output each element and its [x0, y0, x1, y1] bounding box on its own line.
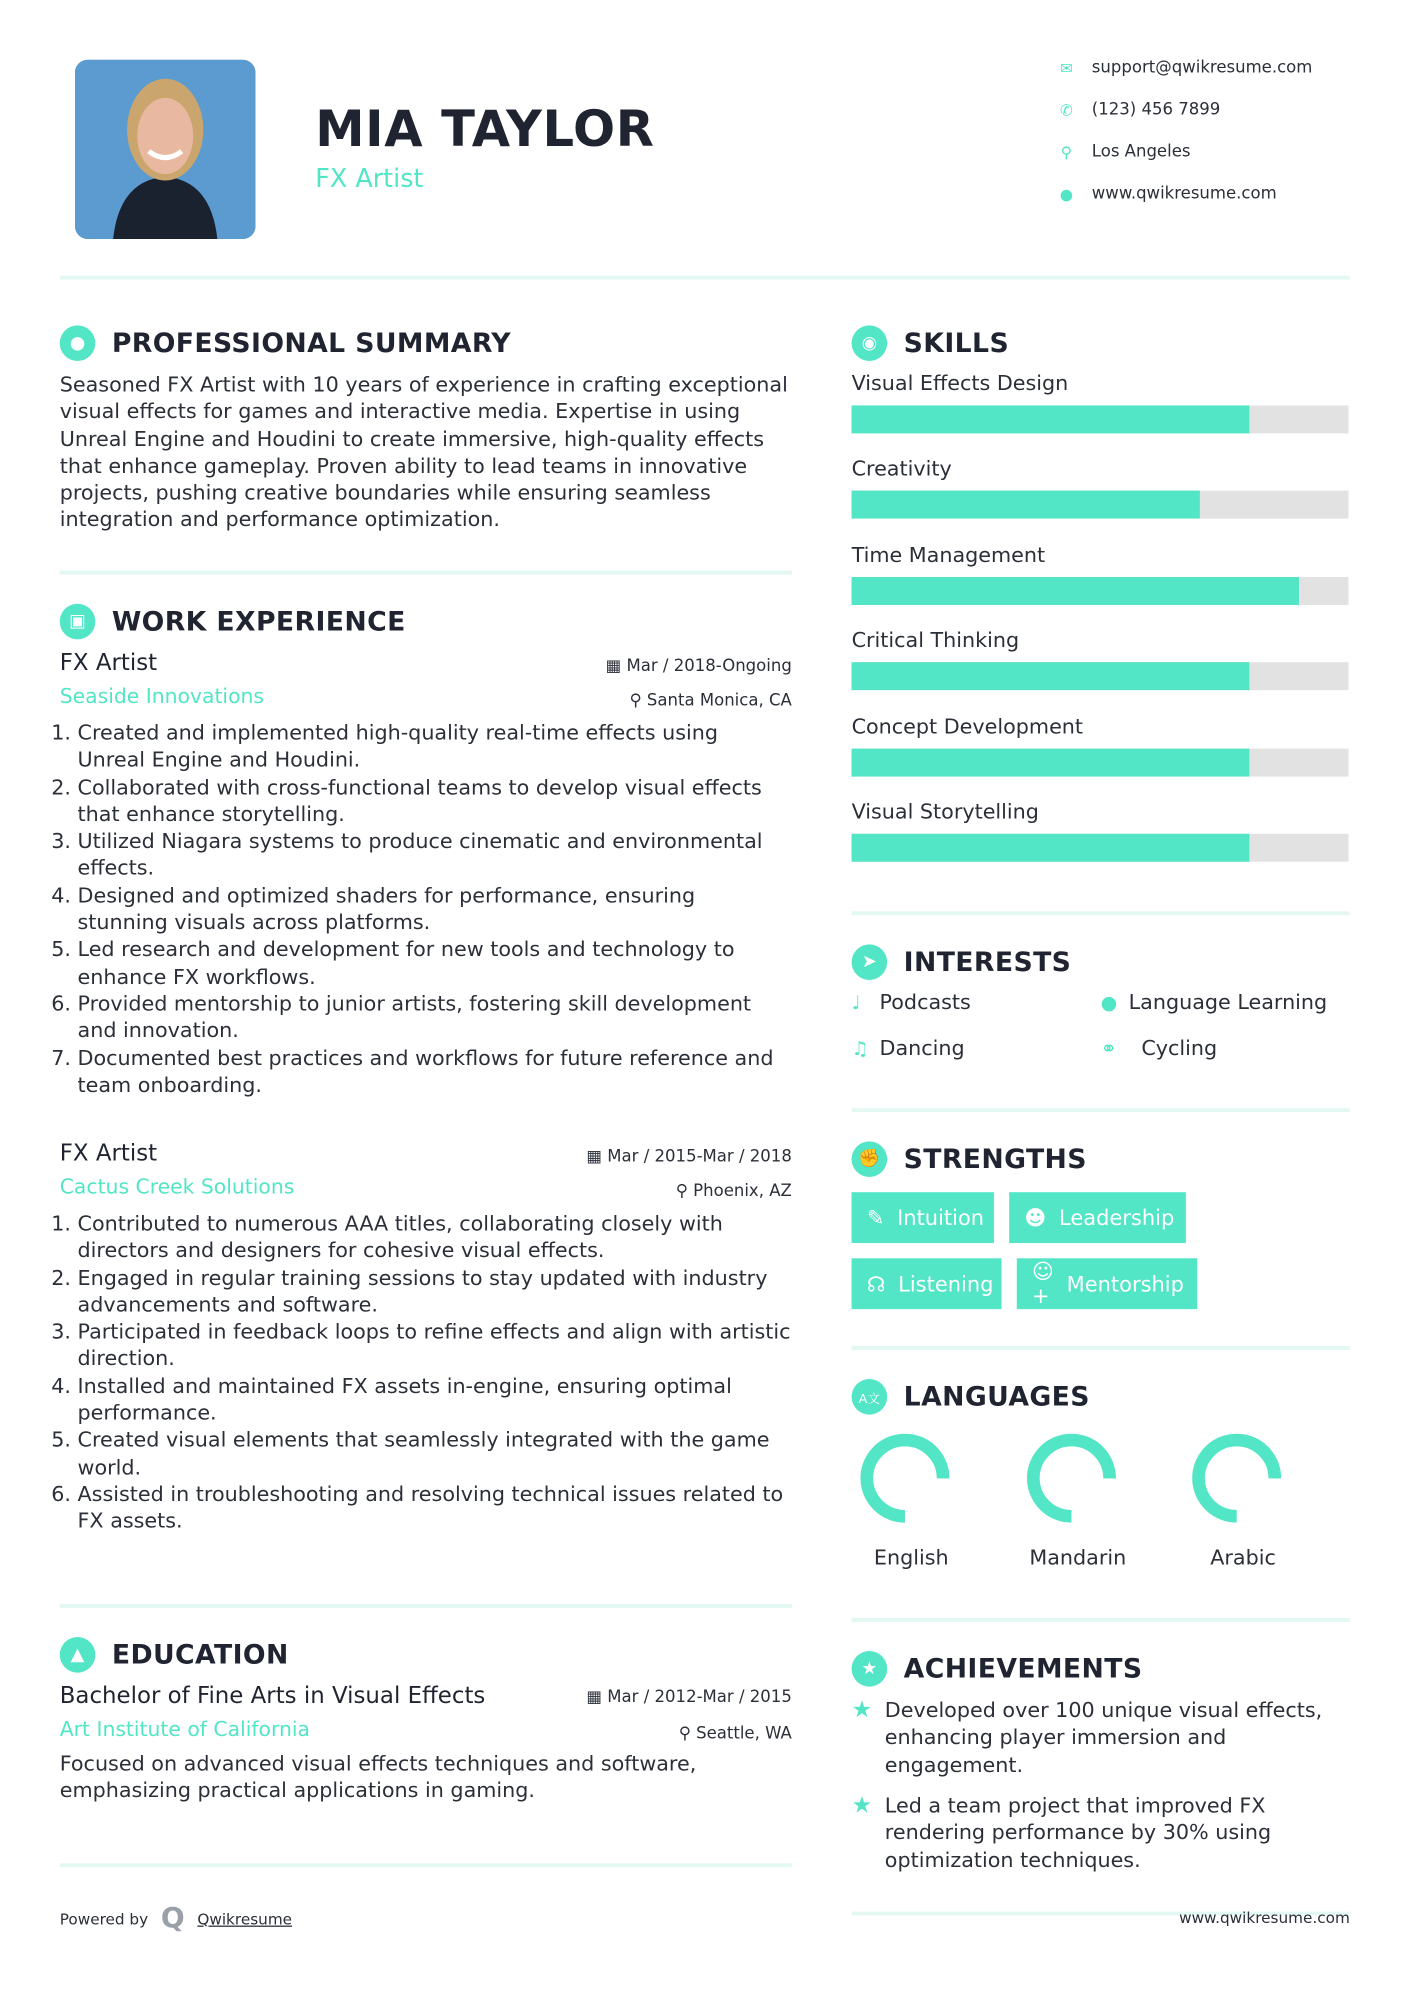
section-divider: [852, 911, 1350, 915]
list-item: 1. Created and implemented high-quality real-time effects using Unreal Engine and Houdini.: [78, 719, 792, 773]
interest-label: Cycling: [1141, 1035, 1218, 1061]
language-label: Mandarin: [1029, 1545, 1127, 1570]
contact-text: support@qwikresume.com: [1091, 58, 1313, 78]
skills-heading: [852, 325, 1009, 361]
job-duties: [60, 1210, 792, 1535]
map-pin-icon: ⚲: [1060, 142, 1072, 161]
achievements-heading: [852, 1651, 1143, 1687]
phone-icon: ✆: [1059, 101, 1073, 119]
section-title: PROFESSIONAL SUMMARY: [111, 327, 512, 359]
powered-by: [60, 1903, 292, 1935]
job-title: FX Artist: [59, 1140, 158, 1167]
skill-item: [852, 714, 1350, 800]
skills-list: [852, 371, 1350, 885]
language-rings: [852, 1424, 1350, 1538]
strength-tag-listening: [852, 1258, 1002, 1309]
magic-wand-icon: ✎: [866, 1205, 885, 1230]
user-icon: ●: [60, 325, 96, 361]
skill-item: [852, 457, 1350, 543]
contact-text: Los Angeles: [1091, 142, 1191, 162]
globe-icon: ●: [1100, 990, 1118, 1014]
education-entry: [60, 1683, 792, 1804]
skill-bar: [852, 748, 1349, 776]
education-date: ▦ Mar / 2012-Mar / 2015: [586, 1687, 792, 1707]
skill-bar: [852, 491, 1349, 519]
interest-dancing: [852, 1036, 965, 1060]
section-title: ACHIEVEMENTS: [903, 1653, 1143, 1685]
summary-heading: [60, 325, 511, 361]
briefcase-icon: ▣: [60, 604, 96, 640]
skill-item: [852, 628, 1350, 714]
user-plus-icon: ☺+: [1032, 1259, 1054, 1308]
strength-tag-leadership: [1009, 1192, 1186, 1243]
contact-phone[interactable]: [1057, 100, 1220, 119]
skill-label: Visual Effects Design: [851, 371, 1069, 396]
skill-label: Creativity: [851, 456, 952, 481]
section-title: LANGUAGES: [903, 1381, 1090, 1413]
contact-text: (123) 456 7899: [1091, 100, 1221, 120]
tag-label: Intuition: [897, 1205, 985, 1230]
language-level-ring: [867, 1440, 943, 1516]
interest-podcasts: [852, 990, 971, 1014]
qwikresume-logo-icon: Q: [160, 1902, 185, 1935]
contact-email[interactable]: [1057, 58, 1312, 77]
experience-heading: [60, 604, 406, 640]
lightbulb-icon: ◉: [852, 325, 888, 361]
job-date: ▦ Mar / 2015-Mar / 2018: [586, 1147, 792, 1167]
skill-label: Critical Thinking: [851, 628, 1020, 653]
section-divider: [60, 571, 792, 575]
location-text: Santa Monica, CA: [646, 691, 792, 711]
achievement-text: Developed over 100 unique visual effects, enhancing player immersion and engagement.: [884, 1698, 1323, 1777]
powered-by-label: Powered by: [59, 1909, 149, 1928]
profile-photo: [75, 60, 255, 239]
list-item: 3. Utilized Niagara systems to produce cinematic and environmental effects.: [78, 828, 792, 882]
job-location: ⚲ Santa Monica, CA: [629, 691, 792, 711]
globe-icon: ●: [1059, 184, 1074, 203]
section-divider: [852, 1108, 1350, 1112]
tag-label: Leadership: [1059, 1205, 1175, 1230]
list-item: 7. Documented best practices and workflows for future reference and team onboarding.: [78, 1044, 792, 1098]
list-item: 4. Designed and optimized shaders for performance, ensuring stunning visuals across platforms.: [78, 882, 792, 936]
paper-plane-icon: ➤: [852, 944, 888, 980]
section-divider: [60, 1863, 792, 1867]
interest-label: Podcasts: [879, 990, 971, 1015]
bicycle-icon: ⚭: [1100, 1036, 1117, 1060]
skill-bar: [852, 405, 1349, 433]
microphone-icon: ♩: [851, 990, 861, 1014]
language-label: Arabic: [1210, 1545, 1276, 1570]
achievement-text: Led a team project that improved FX rendering performance by 30% using optimization techniques.: [884, 1793, 1272, 1872]
qwikresume-link[interactable]: Qwikresume: [197, 1909, 293, 1928]
interest-cycling: [1101, 1036, 1217, 1060]
skill-bar: [852, 662, 1349, 690]
job-entry: [60, 649, 792, 1098]
date-text: Mar / 2018-Ongoing: [626, 657, 792, 677]
music-icon: ♫: [851, 1036, 869, 1060]
school-name: Art Institute of California: [59, 1717, 311, 1742]
education-heading: [60, 1637, 289, 1673]
footer-website-link[interactable]: www.qwikresume.com: [1179, 1909, 1350, 1927]
list-item: 1. Contributed to numerous AAA titles, collaborating closely with directors and designers for cohesive visual effects.: [78, 1210, 792, 1264]
star-icon: ★: [851, 1696, 873, 1724]
strength-tag-mentorship: [1017, 1258, 1197, 1309]
interests-heading: [852, 944, 1072, 980]
degree-title: Bachelor of Fine Arts in Visual Effects: [59, 1682, 486, 1710]
headphones-icon: ☊: [866, 1271, 886, 1296]
list-item: 6. Assisted in troubleshooting and resolving technical issues related to FX assets.: [78, 1481, 792, 1535]
date-text: Mar / 2015-Mar / 2018: [607, 1147, 792, 1167]
section-title: EDUCATION: [111, 1639, 289, 1671]
interest-label: Dancing: [879, 1035, 965, 1061]
job-title: FX Artist: [59, 649, 158, 677]
list-item: 5. Led research and development for new tools and technology to enhance FX workflows.: [78, 936, 792, 990]
list-item: 5. Created visual elements that seamlessly integrated with the game world.: [78, 1427, 792, 1481]
section-divider: [852, 1346, 1350, 1350]
achievement-item: [852, 1697, 1350, 1778]
job-entry: [60, 1140, 792, 1535]
graduation-cap-icon: ▲: [60, 1637, 96, 1673]
language-card-icon: A文: [852, 1379, 888, 1415]
star-badge-icon: ★: [852, 1651, 888, 1687]
skill-bar-fill: [852, 662, 1250, 690]
header-divider: [60, 276, 1350, 280]
language-label: English: [873, 1545, 949, 1570]
candidate-name: MIA TAYLOR: [315, 101, 655, 159]
skill-label: Visual Storytelling: [851, 799, 1039, 824]
company-name: Seaside Innovations: [59, 683, 265, 708]
contact-text: www.qwikresume.com: [1091, 184, 1277, 204]
job-location: ⚲ Phoenix, AZ: [675, 1182, 792, 1202]
location-text: Phoenix, AZ: [693, 1182, 792, 1202]
envelope-icon: ✉: [1059, 59, 1073, 77]
strengths-heading: [852, 1141, 1087, 1177]
section-title: INTERESTS: [903, 946, 1072, 978]
fist-icon: ✊: [852, 1141, 888, 1177]
candidate-title: FX Artist: [315, 162, 424, 194]
skill-bar-fill: [852, 748, 1250, 776]
tag-label: Mentorship: [1066, 1271, 1184, 1296]
education-location: ⚲ Seattle, WA: [678, 1724, 792, 1744]
education-description: Focused on advanced visual effects techniques and software, emphasizing practical applications in gaming.: [59, 1751, 697, 1803]
section-title: WORK EXPERIENCE: [111, 606, 406, 637]
interest-language-learning: [1101, 990, 1328, 1014]
section-divider: [60, 1604, 792, 1608]
list-item: 6. Provided mentorship to junior artists, fostering skill development and innovation.: [78, 990, 792, 1044]
location-text: Seattle, WA: [696, 1724, 792, 1744]
skill-bar: [852, 834, 1349, 862]
skill-label: Time Management: [851, 542, 1046, 567]
skill-item: [852, 799, 1350, 885]
summary-text: Seasoned FX Artist with 10 years of experience in crafting exceptional visual effects for games and interactive media. Expertise in using Unreal Engine and Houdini to create immersive, high-quality effects that enhance gameplay. Proven ability to lead teams in innovative projects, pushing creative boundaries while ensuring seamless integration and performance optimization.: [59, 372, 788, 532]
users-icon: ☻: [1024, 1205, 1047, 1230]
tag-label: Listening: [898, 1271, 994, 1296]
company-name: Cactus Creek Solutions: [59, 1174, 295, 1199]
list-item: 3. Participated in feedback loops to refine effects and align with artistic direction.: [78, 1318, 792, 1372]
list-item: 2. Collaborated with cross-functional teams to develop visual effects that enhance storytelling.: [78, 774, 792, 828]
skill-bar-fill: [852, 834, 1250, 862]
date-text: Mar / 2012-Mar / 2015: [607, 1687, 792, 1707]
strength-tag-intuition: [852, 1192, 994, 1243]
language-level-ring: [1199, 1440, 1275, 1516]
section-title: STRENGTHS: [903, 1143, 1087, 1175]
achievement-item: [852, 1792, 1350, 1873]
star-icon: ★: [851, 1792, 873, 1819]
skill-bar-fill: [852, 491, 1200, 519]
skill-label: Concept Development: [851, 713, 1084, 738]
skill-bar-fill: [852, 405, 1250, 433]
skill-item: [852, 542, 1350, 628]
skill-item: [852, 371, 1350, 457]
language-level-ring: [1033, 1440, 1109, 1516]
skill-bar: [852, 577, 1349, 605]
job-date: ▦ Mar / 2018-Ongoing: [605, 657, 792, 677]
languages-heading: [852, 1379, 1090, 1415]
list-item: 2. Engaged in regular training sessions to stay updated with industry advancements and software.: [78, 1264, 792, 1318]
section-divider: [852, 1618, 1350, 1622]
list-item: 4. Installed and maintained FX assets in-engine, ensuring optimal performance.: [78, 1372, 792, 1426]
section-title: SKILLS: [903, 327, 1010, 359]
skill-bar-fill: [852, 577, 1299, 605]
contact-location: [1057, 142, 1190, 161]
interest-label: Language Learning: [1128, 990, 1328, 1015]
contact-website[interactable]: [1057, 184, 1276, 203]
job-duties: [60, 719, 792, 1098]
